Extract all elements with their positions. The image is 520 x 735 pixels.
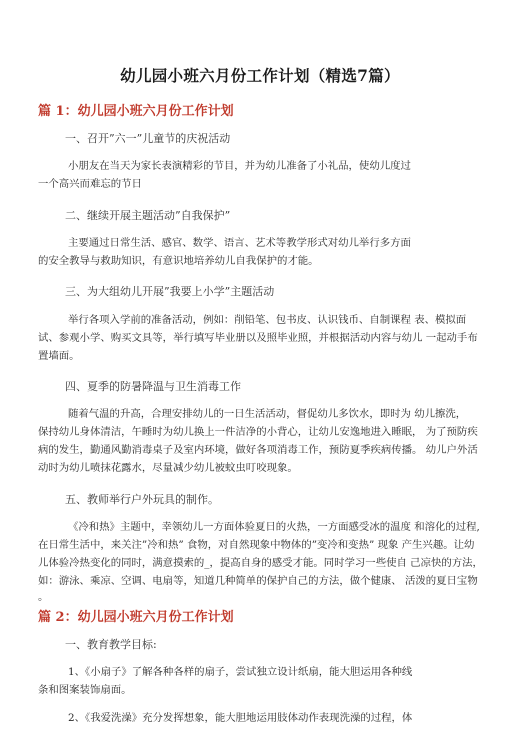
paragraph-line: 保持幼儿身体清洁，午睡时为幼儿换上一件洁净的小背心，让幼儿安逸地进入睡眠， 为了预防疾 — [38, 426, 478, 438]
section-heading: 篇 2：幼儿园小班六月份工作计划 — [38, 610, 234, 625]
paragraph-line: 病的发生，勤通风勤消毒桌子及室内环境，做好各项消毒工作，预防夏季疾病传播。 幼儿户外活 — [38, 444, 478, 456]
item-heading: 一、召开”六一”儿童节的庆祝活动 — [65, 132, 231, 145]
document-title: 幼儿园小班六月份工作计划（精选7篇） — [120, 66, 400, 85]
section-heading: 篇 1：幼儿园小班六月份工作计划 — [38, 104, 234, 119]
paragraph-line: 试、参观小学、购买文具等，举行填写毕业册以及照毕业照，并根据活动内容与幼儿 一起动手布 — [38, 332, 478, 344]
paragraph-line: 在日常生活中，来关注”冷和热” 食物，对自然现象中物体的”变冷和变热” 现象 产生兴趣。让幼 — [38, 539, 475, 551]
item-heading: 五、教师举行户外玩具的制作。 — [65, 493, 219, 506]
paragraph-line: 1、《小扇子》了解各种各样的扇子，尝试独立设计纸扇，能大胆运用各种线 — [68, 666, 413, 678]
paragraph-line: 2、《我爱洗澡》充分发挥想象，能大胆地运用肢体动作表现洗澡的过程，体 — [68, 712, 413, 724]
paragraph-line: 。 — [38, 591, 49, 603]
paragraph-line: 条和图案装饰扇面。 — [38, 684, 132, 696]
paragraph-line: 一个高兴而难忘的节日 — [38, 178, 142, 190]
item-heading: 四、夏季的防暑降温与卫生消毒工作 — [65, 380, 241, 393]
paragraph-line: 动时为幼儿喷抹花露水，尽量减少幼儿被蚊虫叮咬现象。 — [38, 462, 298, 474]
item-heading: 一、教育教学目标: — [65, 638, 157, 651]
paragraph-line: 小朋友在当天为家长表演精彩的节目，并为幼儿准备了小礼品，使幼儿度过 — [68, 160, 411, 172]
paragraph-line: 主要通过日常生活、感官、数学、语言、艺术等教学形式对幼儿举行多方面 — [68, 237, 411, 249]
paragraph-line: 的安全教导与救助知识，有意识地培养幼儿自我保护的才能。 — [38, 255, 319, 267]
paragraph-line: 置墙面。 — [38, 350, 80, 362]
paragraph-line: 举行各项入学前的准备活动，例如：削铅笔、包书皮、认识钱币、自制课程 表、模拟面 — [68, 314, 467, 326]
paragraph-line: 随着气温的升高，合理安排幼儿的一日生活活动，督促幼儿多饮水，即时为 幼儿擦洗， — [68, 408, 467, 420]
paragraph-line: 如：游泳、乘凉、空调、电扇等，知道几种简单的保护自己的方法，做个健康、 活泼的夏日宝物 — [38, 575, 478, 587]
paragraph-line: 《冷和热》主题中，幸领幼儿一方面体验夏日的火热，一方面感受冰的温度 和溶化的过程, — [68, 521, 480, 533]
item-heading: 二、继续开展主题活动”自我保护” — [65, 209, 231, 222]
paragraph-line: 儿体验冷热变化的同时，满意摸索的_，提高自身的感受才能。同时学习一些使自 己凉快的方法， — [38, 557, 483, 569]
item-heading: 三、为大组幼儿开展”我要上小学”主题活动 — [65, 285, 275, 298]
